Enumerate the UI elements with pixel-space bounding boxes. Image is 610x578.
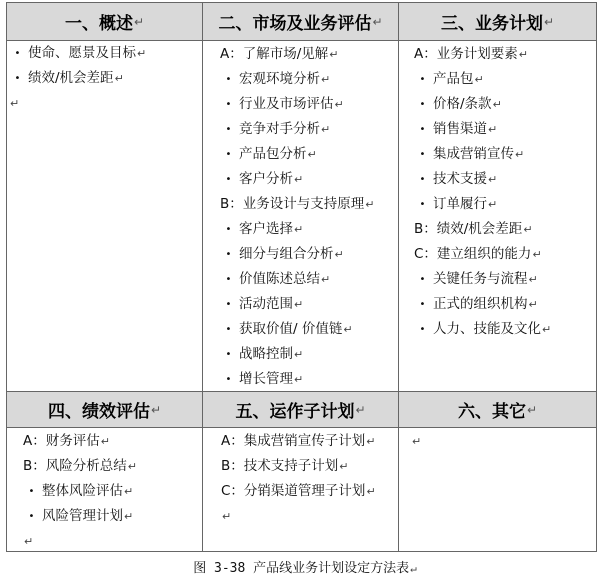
list-item-text: A：业务计划要素 [414,46,518,62]
list-item [218,167,398,192]
caption-text: 图 3-38 产品线业务计划设定方法表 [193,561,410,576]
list-item [219,504,398,529]
header-market-evaluation [203,3,398,40]
list-item-text: 竞争对手分析 [239,121,320,137]
list-item [412,167,598,192]
list-item [218,142,398,167]
cell-other [409,429,598,454]
paragraph-mark: ↵ [294,173,304,186]
bullet-icon: • [419,199,426,210]
paragraph-mark: ↵ [124,510,134,523]
bullet-icon: • [419,299,426,310]
list-item-text: 绩效/机会差距 [28,70,114,86]
list-item [218,367,398,392]
list-item-text: A：集成营销宣传子计划 [221,433,366,449]
bullet-icon: • [419,174,426,185]
list-item-text: 获取价值/ 价值链 [239,321,343,337]
list-item [218,267,398,292]
header-label: 二、市场及业务评估 [218,14,372,34]
list-item [412,92,598,117]
list-item-text: 订单履行 [433,196,487,212]
list-item-text: 销售渠道 [433,121,487,137]
list-item [218,117,398,142]
list-item [21,504,202,529]
bullet-icon: • [225,274,232,285]
paragraph-mark: ↵ [307,148,317,161]
list-item [7,41,202,66]
cell-business-plan [412,42,598,342]
bullet-icon: • [225,349,232,360]
list-item-text: 风险管理计划 [42,508,123,524]
list-item [7,66,202,91]
paragraph-mark: ↵ [294,348,304,361]
list-item-text: B：技术支持子计划 [221,458,339,474]
paragraph-mark: ↵ [372,14,383,29]
paragraph-mark: ↵ [321,123,331,136]
bullet-icon: • [419,124,426,135]
row-divider [7,427,596,428]
paragraph-mark: ↵ [365,198,375,211]
paragraph-mark: ↵ [528,273,538,286]
bullet-icon: • [225,299,232,310]
list-item [218,317,398,342]
list-item-text: 宏观环境分析 [239,71,320,87]
paragraph-mark: ↵ [334,248,344,261]
list-item [219,454,398,479]
list-item-text: 客户分析 [239,171,293,187]
paragraph-mark: ↵ [10,97,20,110]
list-item-text: B：绩效/机会差距 [414,221,523,237]
list-item-text: 活动范围 [239,296,293,312]
bullet-icon: • [28,511,35,522]
cell-overview [7,41,202,116]
list-item [21,429,202,454]
paragraph-mark: ↵ [412,435,422,448]
header-overview [7,3,202,40]
paragraph-mark: ↵ [334,98,344,111]
list-item [218,192,398,217]
paragraph-mark: ↵ [294,373,304,386]
header-other [399,392,596,427]
bullet-icon: • [225,224,232,235]
paragraph-mark: ↵ [339,460,349,473]
bullet-icon: • [419,324,426,335]
header-label: 一、概述 [64,14,133,34]
list-item [412,217,598,242]
list-item-text: 关键任务与流程 [433,271,528,287]
list-item-text: 技术支援 [433,171,487,187]
paragraph-mark: ↵ [523,223,533,236]
bullet-icon: • [419,149,426,160]
bullet-icon: • [225,99,232,110]
bullet-icon: • [225,324,232,335]
paragraph-mark: ↵ [366,485,376,498]
paragraph-mark: ↵ [532,248,542,261]
list-item-text: 产品包分析 [239,146,307,162]
bullet-icon: • [14,48,21,59]
bullet-icon: • [28,486,35,497]
list-item [412,117,598,142]
paragraph-mark: ↵ [488,123,498,136]
list-item-text: 使命、愿景及目标 [28,45,136,61]
list-item [412,67,598,92]
paragraph-mark: ↵ [321,73,331,86]
list-item [412,317,598,342]
list-item-text: 增长管理 [239,371,293,387]
bullet-icon: • [419,274,426,285]
list-item-text: 客户选择 [239,221,293,237]
paragraph-mark: ↵ [137,47,147,60]
cell-market-evaluation [218,42,398,392]
paragraph-mark: ↵ [100,435,110,448]
paragraph-mark: ↵ [24,535,34,548]
paragraph-mark: ↵ [222,510,232,523]
list-item-text: C：分销渠道管理子计划 [221,483,366,499]
list-item [7,91,202,116]
paragraph-mark: ↵ [515,148,525,161]
paragraph-mark: ↵ [355,402,366,417]
list-item [218,67,398,92]
column-divider [202,3,203,551]
list-item [409,429,598,454]
paragraph-mark: ↵ [329,48,339,61]
list-item [412,292,598,317]
list-item-text: 整体风险评估 [42,483,123,499]
paragraph-mark: ↵ [127,460,137,473]
paragraph-mark: ↵ [366,435,376,448]
list-item-text: 产品包 [433,71,474,87]
paragraph-mark: ↵ [542,323,552,336]
column-divider [398,3,399,551]
paragraph-mark: ↵ [124,485,134,498]
list-item [218,217,398,242]
list-item [218,42,398,67]
list-item-text: B：业务设计与支持原理 [220,196,365,212]
bullet-icon: • [225,124,232,135]
list-item-text: A：财务评估 [23,433,100,449]
header-label: 五、运作子计划 [235,402,355,422]
paragraph-mark: ↵ [488,173,498,186]
header-label: 三、业务计划 [440,14,543,34]
header-label: 六、其它 [457,402,526,422]
header-label: 四、绩效评估 [47,402,150,422]
paragraph-mark: ↵ [528,298,538,311]
list-item [412,42,598,67]
list-item [219,479,398,504]
bullet-icon: • [225,174,232,185]
paragraph-mark: ↵ [526,402,538,417]
list-item-text: 集成营销宣传 [433,146,514,162]
list-item [219,429,398,454]
list-item [412,242,598,267]
bullet-icon: • [419,99,426,110]
list-item-text: 价格/条款 [433,96,492,112]
bullet-icon: • [419,74,426,85]
list-item-text: 人力、技能及文化 [433,321,541,337]
list-item [218,342,398,367]
list-item [21,454,202,479]
paragraph-mark: ↵ [294,223,304,236]
paragraph-mark: ↵ [321,273,331,286]
paragraph-mark: ↵ [294,298,304,311]
paragraph-mark: ↵ [133,14,145,29]
list-item-text: 细分与组合分析 [239,246,334,262]
bullet-icon: • [225,249,232,260]
list-item-text: 行业及市场评估 [239,96,334,112]
figure-caption [0,557,610,576]
list-item [412,267,598,292]
list-item [412,142,598,167]
list-item [412,192,598,217]
header-performance-evaluation [7,392,202,427]
header-operation-subplan [203,392,398,427]
paragraph-mark: ↵ [343,323,353,336]
list-item-text: 战略控制 [239,346,293,362]
list-item [21,479,202,504]
paragraph-mark: ↵ [492,98,502,111]
list-item [218,292,398,317]
cell-performance-evaluation [21,429,202,554]
paragraph-mark: ↵ [488,198,498,211]
paragraph-mark: ↵ [518,48,528,61]
paragraph-mark: ↵ [474,73,484,86]
list-item-text: C：建立组织的能力 [414,246,532,262]
paragraph-mark: ↵ [410,562,417,575]
list-item [218,242,398,267]
paragraph-mark: ↵ [114,72,124,85]
plan-table [6,2,597,552]
list-item-text: A：了解市场/见解 [220,46,329,62]
bullet-icon: • [225,74,232,85]
header-business-plan [399,3,596,40]
list-item-text: B：风险分析总结 [23,458,127,474]
list-item-text: 正式的组织机构 [433,296,528,312]
list-item [21,529,202,554]
cell-operation-subplan [219,429,398,529]
paragraph-mark: ↵ [543,14,555,29]
list-item-text: 价值陈述总结 [239,271,320,287]
bullet-icon: • [225,149,232,160]
bullet-icon: • [14,73,21,84]
bullet-icon: • [225,374,232,385]
list-item [218,92,398,117]
paragraph-mark: ↵ [150,402,162,417]
